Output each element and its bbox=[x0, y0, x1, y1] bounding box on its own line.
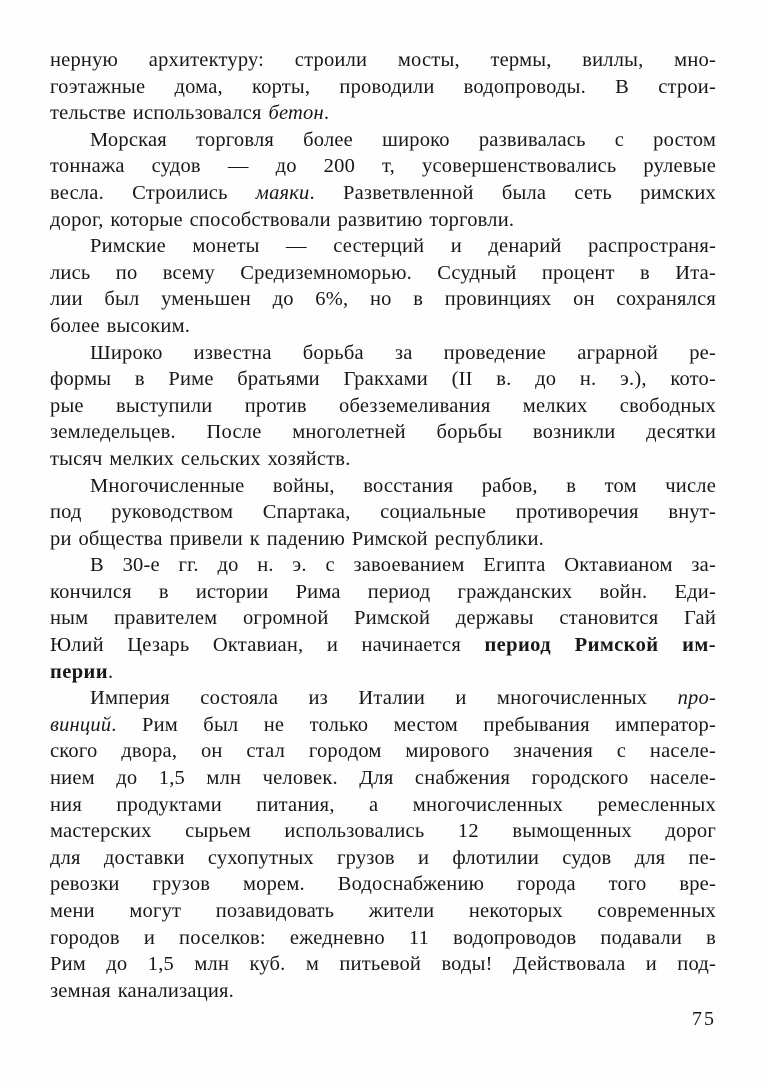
text-line bbox=[50, 393, 716, 420]
text-line bbox=[50, 74, 716, 101]
text-line bbox=[50, 207, 716, 234]
italic-text: бетон bbox=[268, 102, 324, 125]
text-segment: тоннажа судов — до 200 т, усовершенствовались рулевые bbox=[50, 155, 716, 178]
text-segment: под руководством Спартака, социальные противоречия внут- bbox=[50, 501, 716, 524]
text-segment: ным правителем огромной Римской державы становится Гай bbox=[50, 607, 716, 630]
text-segment: . bbox=[107, 660, 114, 683]
text-segment: . Рим был не только местом пребывания император- bbox=[111, 713, 716, 736]
text-segment: . Разветвленной была сеть римских bbox=[309, 181, 716, 204]
text-line bbox=[50, 898, 716, 925]
text-line bbox=[50, 260, 716, 287]
text-line bbox=[50, 153, 716, 180]
page-number: 75 bbox=[692, 1008, 716, 1030]
text-segment: ри общества привели к падению Римской республики. bbox=[50, 527, 544, 550]
text-line bbox=[50, 313, 716, 340]
text-segment: лись по всему Средиземноморью. Ссудный процент в Ита- bbox=[50, 261, 716, 284]
text-line bbox=[50, 473, 716, 500]
italic-text: маяки bbox=[255, 181, 310, 204]
text-line bbox=[50, 419, 716, 446]
text-segment: тысяч мелких сельских хозяйств. bbox=[50, 447, 351, 470]
italic-text: винций bbox=[50, 713, 112, 736]
page-text bbox=[50, 47, 716, 1004]
text-line bbox=[50, 685, 716, 712]
text-line bbox=[50, 632, 716, 659]
text-segment: мастерских сырьем использовались 12 вымощенных дорог bbox=[50, 820, 716, 843]
text-segment: рые выступили против обезземеливания мелких свободных bbox=[50, 394, 716, 417]
text-segment: Римские монеты — сестерций и денарий распространя- bbox=[90, 235, 716, 258]
text-segment: Многочисленные войны, восстания рабов, в том числе bbox=[90, 474, 716, 497]
text-line bbox=[50, 951, 716, 978]
text-line bbox=[50, 127, 716, 154]
text-line bbox=[50, 925, 716, 952]
text-segment: лии был уменьшен до 6%, но в провинциях он сохранялся bbox=[50, 288, 716, 311]
text-segment: нием до 1,5 млн человек. Для снабжения городского населе- bbox=[50, 767, 716, 790]
text-line bbox=[50, 499, 716, 526]
text-segment: городов и поселков: ежедневно 11 водопроводов подавали в bbox=[50, 926, 716, 949]
text-segment: ния продуктами питания, а многочисленных ремесленных bbox=[50, 793, 716, 816]
text-segment: нерную архитектуру: строили мосты, термы, виллы, мно- bbox=[50, 49, 716, 71]
text-line bbox=[50, 792, 716, 819]
text-segment: более высоким. bbox=[50, 314, 191, 337]
text-line bbox=[50, 180, 716, 207]
text-segment: Рим до 1,5 млн куб. м питьевой воды! Действовала и под- bbox=[50, 953, 716, 976]
text-line bbox=[50, 286, 716, 313]
text-line bbox=[50, 845, 716, 872]
text-segment: Юлий Цезарь Октавиан, и начинается bbox=[50, 634, 485, 657]
text-line bbox=[50, 818, 716, 845]
text-segment: Широко известна борьба за проведение аграрной ре- bbox=[90, 341, 716, 364]
text-segment: ревозки грузов морем. Водоснабжению города того вре- bbox=[50, 873, 716, 896]
text-segment: В 30-е гг. до н. э. с завоеванием Египта Октавианом за- bbox=[90, 554, 716, 577]
text-segment: для доставки сухопутных грузов и флотилии судов для пе- bbox=[50, 846, 716, 869]
text-line bbox=[50, 446, 716, 473]
text-segment: ского двора, он стал городом мирового значения с населе- bbox=[50, 740, 716, 763]
text-line bbox=[50, 526, 716, 553]
italic-text: про- bbox=[677, 687, 716, 710]
text-segment: кончился в истории Рима период гражданских войн. Еди- bbox=[50, 580, 716, 603]
text-segment: Империя состояла из Италии и многочисленных bbox=[90, 687, 678, 710]
text-line bbox=[50, 738, 716, 765]
text-segment: земная канализация. bbox=[50, 979, 234, 1002]
text-segment: тельстве использовался bbox=[50, 102, 269, 125]
text-line bbox=[50, 605, 716, 632]
text-segment: весла. Строились bbox=[50, 181, 256, 204]
text-line bbox=[50, 659, 716, 686]
text-segment: дорог, которые способствовали развитию торговли. bbox=[50, 208, 515, 231]
bold-text: перии bbox=[50, 660, 108, 683]
bold-text: период Римской им- bbox=[484, 634, 716, 657]
text-line bbox=[50, 233, 716, 260]
text-line bbox=[50, 978, 716, 1005]
text-segment: мени могут позавидовать жители некоторых современных bbox=[50, 900, 716, 922]
text-line bbox=[50, 871, 716, 898]
text-line bbox=[50, 552, 716, 579]
text-line bbox=[50, 340, 716, 367]
text-segment: земледельцев. После многолетней борьбы возникли десятки bbox=[50, 421, 716, 444]
text-line bbox=[50, 712, 716, 739]
text-line bbox=[50, 579, 716, 606]
text-segment: гоэтажные дома, корты, проводили водопроводы. В строи- bbox=[50, 75, 716, 98]
text-segment: формы в Риме братьями Гракхами (II в. до н. э.), кото- bbox=[50, 368, 716, 391]
text-line bbox=[50, 47, 716, 74]
text-line bbox=[50, 765, 716, 792]
text-segment: . bbox=[323, 102, 330, 125]
text-segment: Морская торговля более широко развивалась с ростом bbox=[90, 128, 716, 151]
text-line bbox=[50, 100, 716, 127]
text-line bbox=[50, 366, 716, 393]
